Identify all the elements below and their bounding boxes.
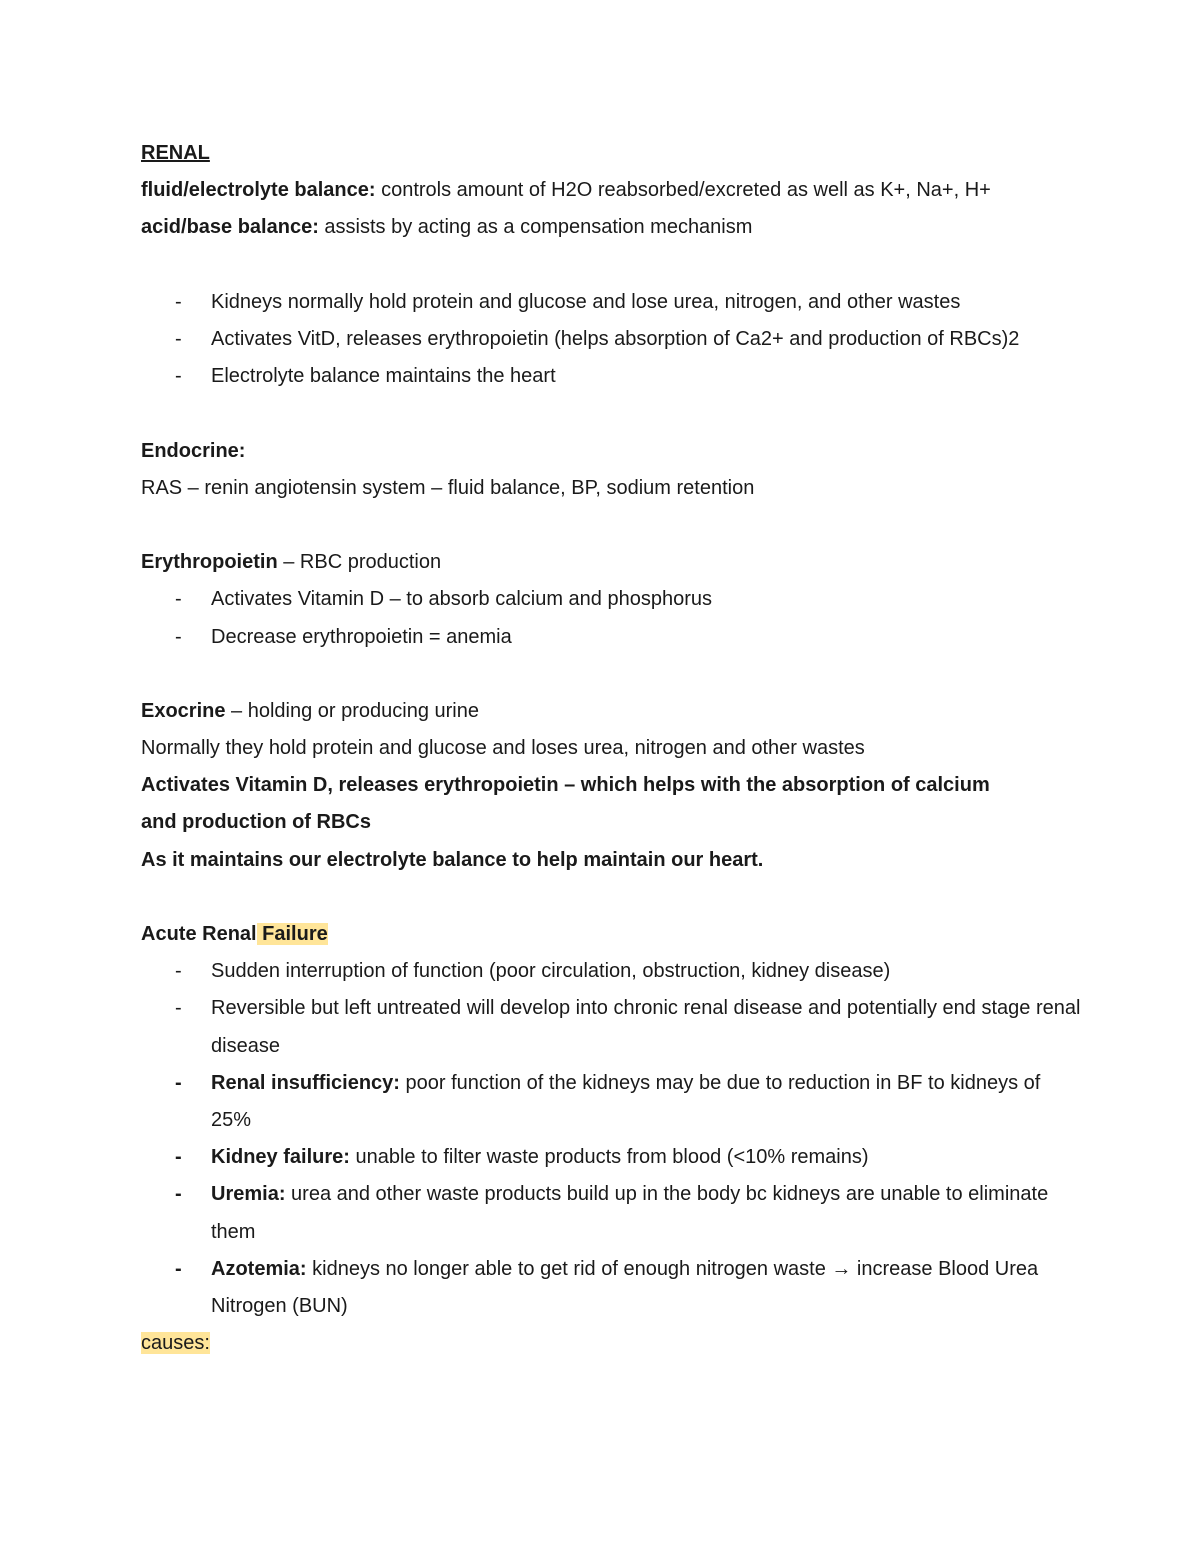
exocrine-line — [141, 693, 1081, 730]
bullet-dash: - — [175, 1071, 182, 1094]
kidney-failure-term: Kidney failure: — [211, 1146, 350, 1169]
bullet-dash: - — [175, 290, 182, 313]
renal-insufficiency-term: Renal insufficiency: — [211, 1071, 400, 1094]
list-item — [141, 1065, 1081, 1139]
intro-acid-line — [141, 209, 1081, 246]
list-item — [141, 581, 1081, 618]
bullet-dash: - — [175, 625, 182, 648]
document-page — [141, 135, 1081, 1362]
bullet-text: Sudden interruption of function (poor circulation, obstruction, kidney disease) — [211, 960, 891, 983]
bullet-text: Kidneys normally hold protein and glucose and lose urea, nitrogen, and other wastes — [211, 290, 961, 313]
list-item — [141, 321, 1081, 358]
list-item — [141, 953, 1081, 990]
arf-heading — [141, 916, 1081, 953]
exocrine-text: – holding or producing urine — [225, 699, 479, 722]
bullet-dash: - — [175, 365, 182, 388]
causes-label: causes: — [141, 1332, 210, 1355]
exocrine-line-2: Normally they hold protein and glucose and loses urea, nitrogen and other wastes — [141, 737, 865, 760]
uremia-text: urea and other waste products build up in the body bc kidneys are unable to eliminate them — [211, 1183, 1049, 1243]
bullet-text: Decrease erythropoietin = anemia — [211, 625, 512, 648]
bullet-dash: - — [175, 997, 182, 1020]
acid-text: assists by acting as a compensation mechanism — [318, 216, 753, 239]
exocrine-bold-1b: and production of RBCs — [141, 811, 371, 834]
causes-line — [141, 1325, 1081, 1362]
azotemia-term: Azotemia: — [211, 1257, 307, 1280]
list-item — [141, 284, 1081, 321]
list-item — [141, 1251, 1081, 1325]
renal-insufficiency-text: poor function of the kidneys may be due to reduction in BF to kidneys of 25% — [211, 1071, 1041, 1132]
intro-fluid-line — [141, 172, 1081, 209]
arf-heading-b: Failure — [256, 923, 328, 946]
exocrine-bold-2: As it maintains our electrolyte balance to help maintain our heart. — [141, 848, 764, 871]
uremia-term: Uremia: — [211, 1183, 286, 1206]
list-item — [141, 1176, 1081, 1250]
endocrine-heading: Endocrine: — [141, 439, 246, 462]
bullet-text: Activates Vitamin D – to absorb calcium and phosphorus — [211, 588, 713, 611]
endocrine-text: RAS – renin angiotensin system – fluid balance, BP, sodium retention — [141, 476, 755, 499]
erythropoietin-line — [141, 544, 1081, 581]
exocrine-term: Exocrine — [141, 699, 226, 722]
kidney-failure-text: unable to filter waste products from blood (<10% remains) — [349, 1146, 869, 1169]
list-item — [141, 619, 1081, 656]
list-item — [141, 1139, 1081, 1176]
bullet-dash: - — [175, 1183, 182, 1206]
erythropoietin-text: – RBC production — [277, 551, 442, 574]
erythropoietin-term: Erythropoietin — [141, 551, 278, 574]
page-title: RENAL — [141, 142, 210, 164]
bullet-dash: - — [175, 1146, 182, 1169]
bullet-text: Reversible but left untreated will develop into chronic renal disease and potentially end stage renal disease — [211, 997, 1081, 1057]
list-item — [141, 990, 1081, 1064]
list-item — [141, 358, 1081, 395]
bullet-dash: - — [175, 327, 182, 350]
bullet-dash: - — [175, 960, 182, 983]
bullet-dash: - — [175, 1257, 182, 1280]
acid-term: acid/base balance: — [141, 216, 319, 239]
exocrine-bold-1a: Activates Vitamin D, releases erythropoietin – which helps with the absorption of calcium — [141, 774, 990, 797]
azotemia-text: kidneys no longer able to get rid of enough nitrogen waste → increase Blood Urea Nitrogen (BUN) — [211, 1257, 1039, 1318]
fluid-text: controls amount of H2O reabsorbed/excreted as well as K+, Na+, H+ — [375, 179, 991, 202]
bullet-text: Activates VitD, releases erythropoietin (helps absorption of Ca2+ and production of RBCs)2 — [211, 327, 1020, 350]
bullet-dash: - — [175, 588, 182, 611]
arf-heading-a: Acute Renal — [141, 923, 257, 946]
fluid-term: fluid/electrolyte balance: — [141, 179, 376, 202]
bullet-text: Electrolyte balance maintains the heart — [211, 365, 556, 388]
